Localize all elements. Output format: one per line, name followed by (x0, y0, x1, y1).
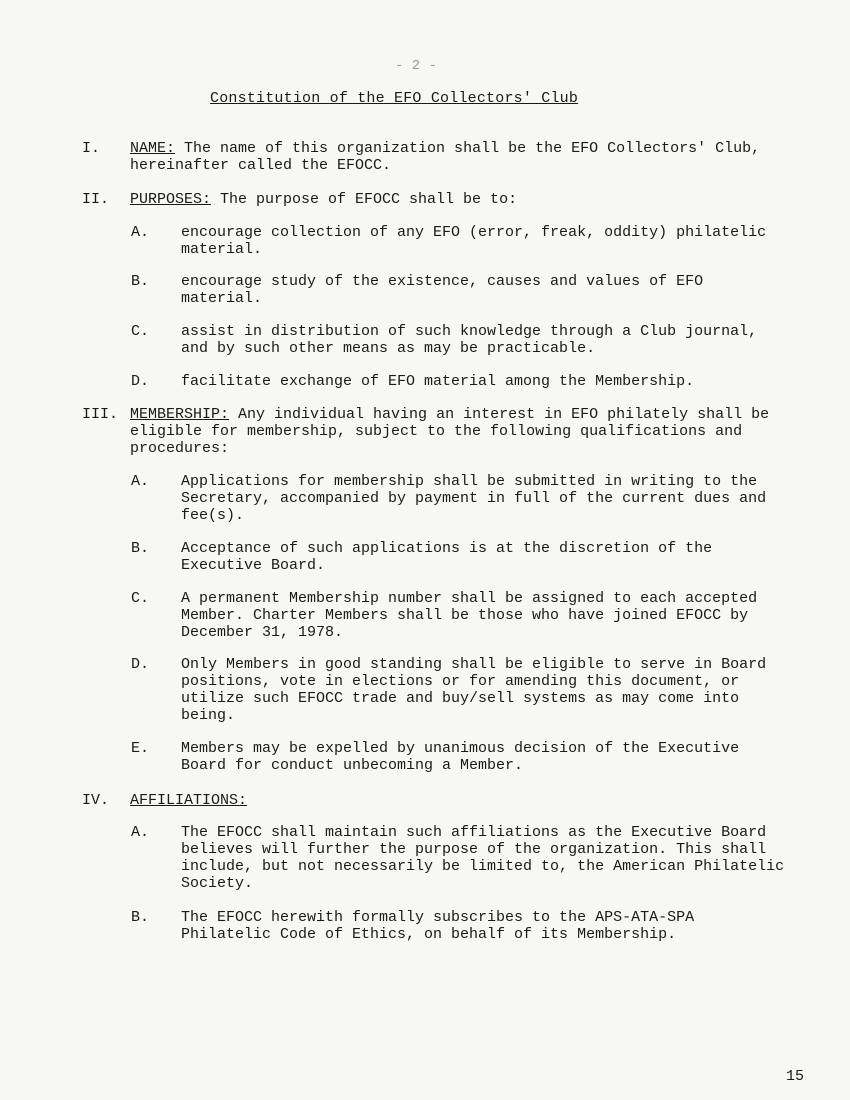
section-text: The purpose of EFOCC shall be to: (211, 191, 518, 208)
page-title: Constitution of the EFO Collectors' Club (210, 90, 579, 107)
item-text: A permanent Membership number shall be assigned to each accepted Member. Charter Members shall be those who have joined EFOCC by December 31, 1978. (181, 590, 758, 641)
section-heading: PURPOSES: (130, 191, 212, 208)
section-number: II. (82, 191, 110, 208)
item-letter: C. (131, 323, 150, 340)
section-number: IV. (82, 792, 110, 809)
item-text: The EFOCC herewith formally subscribes to the APS-ATA-SPA Philatelic Code of Ethics, on behalf of its Membership. (181, 909, 695, 943)
item-text: encourage collection of any EFO (error, freak, oddity) philatelic material. (181, 224, 767, 258)
section-heading: AFFILIATIONS: (130, 792, 248, 809)
item-letter: A. (131, 224, 150, 241)
item-letter: A. (131, 473, 150, 490)
section-body (130, 191, 790, 208)
item-text: Acceptance of such applications is at the discretion of the Executive Board. (181, 540, 713, 574)
section-number: III. (82, 406, 119, 423)
section-body (130, 792, 790, 809)
item-text: Only Members in good standing shall be eligible to serve in Board positions, vote in elections or for amending this document, or utilize such EFOCC trade and buy/sell systems as may come into being. (181, 656, 767, 724)
section-heading: NAME: (130, 140, 176, 157)
item-letter: D. (131, 373, 150, 390)
item-letter: B. (131, 273, 150, 290)
item-letter: A. (131, 824, 150, 841)
item-letter: E. (131, 740, 150, 757)
item-text: Applications for membership shall be submitted in writing to the Secretary, accompanied by payment in full of the current dues and fee(s). (181, 473, 767, 524)
item-text: assist in distribution of such knowledge through a Club journal, and by such other means as may be practicable. (181, 323, 758, 357)
header-page-mark: - 2 - (395, 58, 438, 74)
item-text: Members may be expelled by unanimous decision of the Executive Board for conduct unbecoming a Member. (181, 740, 740, 774)
item-text: The EFOCC shall maintain such affiliations as the Executive Board believes will further the purpose of the organization. This shall include, but not necessarily be limited to, the American Philatelic Society. (181, 824, 785, 892)
item-text: encourage study of the existence, causes and values of EFO material. (181, 273, 704, 307)
section-body (130, 406, 790, 457)
item-text: facilitate exchange of EFO material among the Membership. (181, 373, 695, 390)
section-text: The name of this organization shall be the EFO Collectors' Club, hereinafter called the EFOCC. (130, 140, 761, 174)
item-letter: D. (131, 656, 150, 673)
section-text: Any individual having an interest in EFO philately shall be eligible for membership, subject to the following qualifications and procedures: (130, 406, 770, 457)
page-number: 15 (786, 1068, 805, 1085)
item-letter: B. (131, 540, 150, 557)
item-letter: B. (131, 909, 150, 926)
section-heading: MEMBERSHIP: (130, 406, 230, 423)
item-letter: C. (131, 590, 150, 607)
section-body (130, 140, 790, 174)
section-number: I. (82, 140, 101, 157)
